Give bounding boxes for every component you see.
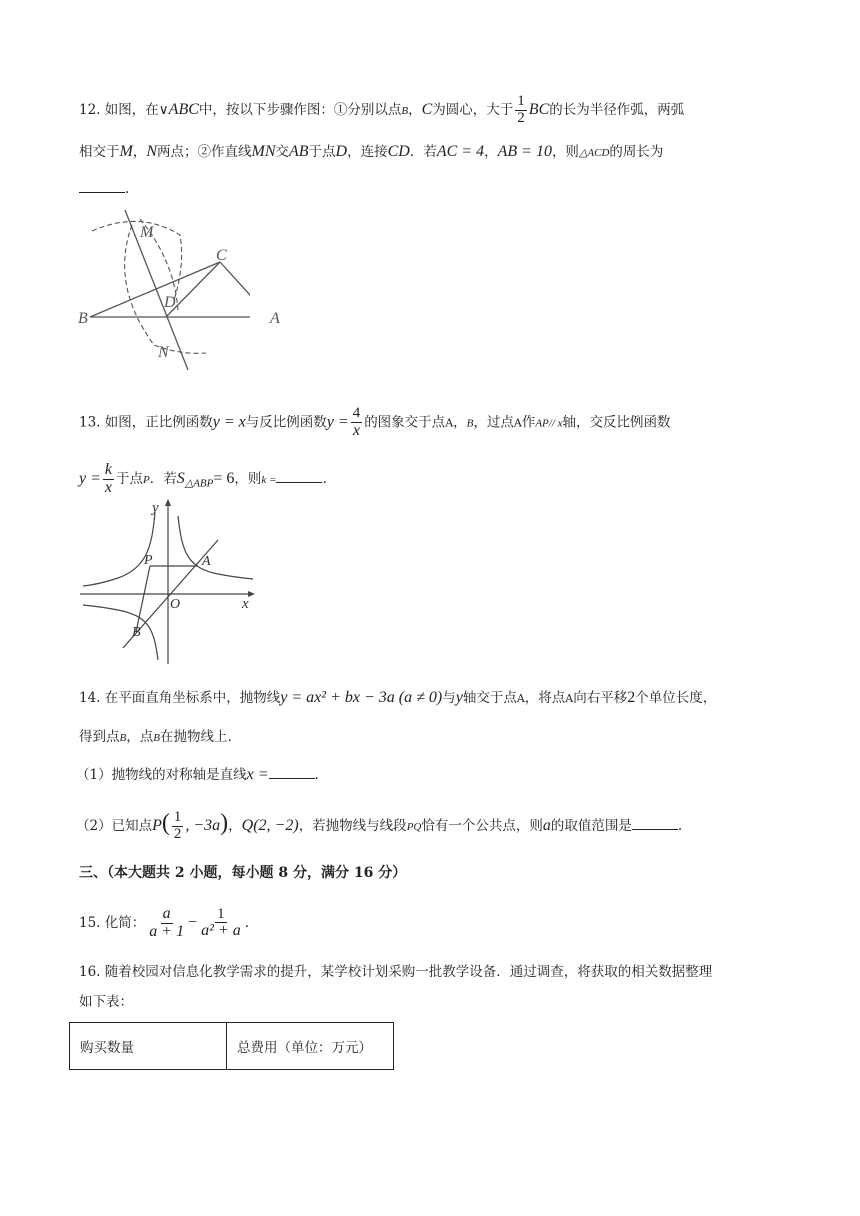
q14-part2: （2）已知点P( $\frac{1}{2}$ , −3a)，Q(2, −2)，若抛物线与线段PQ恰有一个公共点，则a的取值范围是 . <box>76 809 683 842</box>
q12-figure <box>70 205 250 375</box>
label-b: B <box>132 625 141 640</box>
hyperbola-k-upper <box>83 512 155 586</box>
q14-line1: 14. 在平面直角坐标系中，抛物线y = ax² + bx − 3a (a ≠ 0)与y轴交于点A，将点A向右平移2个单位长度， <box>79 689 717 706</box>
q12-line1: 12. 如图，在∨ABC中，按以下步骤作图：①分别以点B，C为圆心，大于 $\frac{1}{2}$ BC的长为半径作弧，两弧 <box>79 93 685 126</box>
fraction-1-over-a2-plus-a: $\frac{1}{\text{a² + a}}$ <box>201 905 241 940</box>
q16-line2: 如下表： <box>79 994 133 1010</box>
y-axis-arrow <box>165 499 171 506</box>
label-n: N <box>158 344 169 361</box>
label-a: A <box>270 310 280 327</box>
fraction-a-over-a-plus-1: $\frac{a}{a + 1}$ <box>149 905 185 940</box>
label-c: C <box>216 247 227 264</box>
fraction-half-p: $\frac{1}{2}$ <box>173 809 182 842</box>
answer-blank[interactable] <box>632 817 678 830</box>
label-y: y <box>152 500 159 516</box>
answer-blank[interactable] <box>269 766 315 779</box>
segment-pb <box>136 566 150 632</box>
hyperbola-4-lower <box>83 605 158 660</box>
q15-line: 15. 化简： $\frac{a}{a + 1}$ − $\frac{1}{\text{a² + a}}$ . <box>79 905 249 940</box>
q12-line2: 相交于M，N两点；②作直线MN交AB于点D，连接CD．若AC = 4，AB = 10，则△ACD的周长为 <box>79 143 664 160</box>
label-m: M <box>140 224 154 241</box>
q14-part1: （1）抛物线的对称轴是直线x = . <box>76 766 319 783</box>
q13-line1: 13. 如图，正比例函数y = x与反比例函数y = $\frac{4}{x}$ 的图象交于点A，B，过点A作AP// x轴，交反比例函数 <box>79 405 671 439</box>
hyperbola-4-upper <box>178 516 253 579</box>
answer-blank[interactable] <box>276 470 322 483</box>
purchase-table <box>69 1022 394 1070</box>
segment-bc <box>90 262 220 317</box>
q13-figure <box>78 498 258 666</box>
table-header-quantity: 购买数量 <box>70 1023 227 1070</box>
q12-line3: . <box>79 180 129 197</box>
label-d: D <box>164 294 176 311</box>
label-x: x <box>242 596 249 612</box>
answer-blank[interactable] <box>79 180 125 193</box>
fraction-k-over-x: $\frac{k}{x}$ <box>104 461 113 496</box>
arc-from-c <box>92 221 182 300</box>
label-p: P <box>144 553 153 568</box>
x-axis-arrow <box>248 591 255 597</box>
q12-figure-label-a <box>268 308 288 328</box>
table-header-total-cost: 总费用（单位：万元） <box>227 1023 394 1070</box>
label-a: A <box>202 554 211 569</box>
q13-line2: y = $\frac{k}{x}$ 于点P．若$S_{\triangle ABP}= 6$，则k = . <box>79 461 327 496</box>
fraction-half: $\frac{1}{2}$ <box>517 93 525 126</box>
table-row <box>70 1023 394 1070</box>
fraction-4-over-x: $\frac{4}{x}$ <box>352 405 361 439</box>
q14-line2: 得到点B，点B在抛物线上. <box>79 729 232 745</box>
q16-line1: 16. 随着校园对信息化教学需求的提升，某学校计划采购一批教学设备．通过调查，将获取的相关数据整理 <box>79 964 713 980</box>
label-b: B <box>78 310 88 327</box>
segment-ca <box>220 262 250 317</box>
section-heading: 三、（本大题共 2 小题，每小题 8 分，满分 16 分） <box>79 865 407 881</box>
label-o: O <box>170 597 181 612</box>
